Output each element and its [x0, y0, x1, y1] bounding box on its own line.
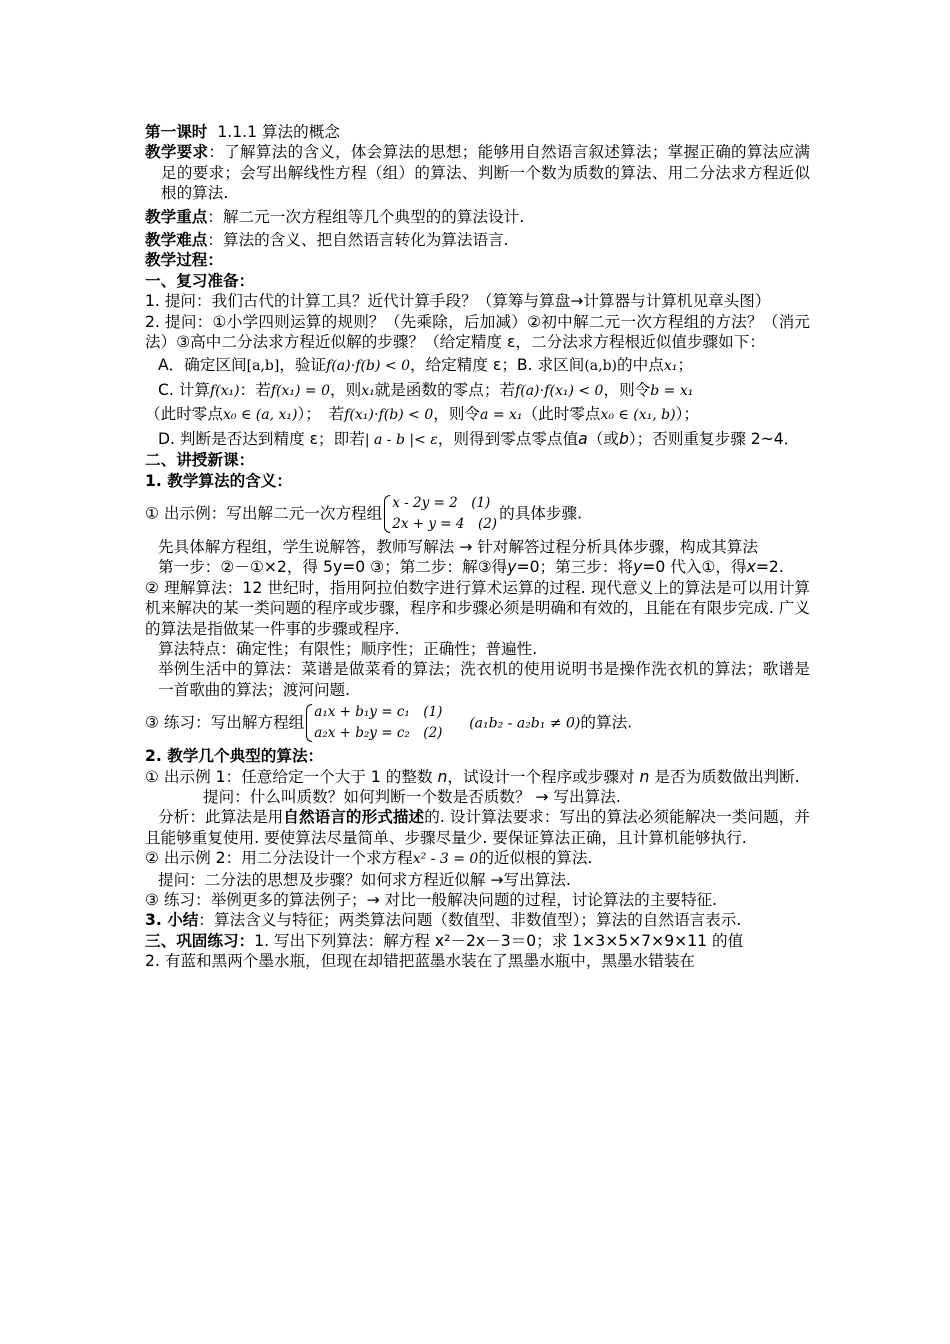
- example-bisection: [145, 848, 810, 869]
- example-text: 的近似根的算法.: [478, 849, 593, 868]
- step-c-text: ）； 若: [297, 405, 345, 424]
- example-text: 是否为质数做出判断.: [654, 767, 800, 786]
- example-text: ② 出示例 2：用二分法设计一个求方程: [145, 849, 413, 868]
- var-y: y: [507, 558, 517, 577]
- formula: a = x₁: [480, 407, 523, 424]
- step-a-text: ，验证: [279, 356, 327, 375]
- summary-label: 3. 小结: [145, 911, 199, 930]
- life-examples: 举例生活中的算法：菜谱是做菜肴的算法；洗衣机的使用说明书是操作洗衣机的算法；歌谱是一首歌曲的算法；渡河问题.: [158, 660, 810, 699]
- analysis-emphasis: 自然语言的形式描述: [283, 808, 425, 827]
- equation-2: 2x + y = 4 (2): [392, 515, 498, 532]
- step-a-text: 的中点: [617, 356, 664, 375]
- summary-text: ：算法含义与特征；两类算法问题（数值型、非数值型）；算法的自然语言表示.: [198, 911, 742, 930]
- formula: f(a)⋅f(x₁) < 0: [515, 382, 604, 399]
- var-b: b: [618, 429, 629, 448]
- steps-text: =0 代入①，得: [642, 558, 747, 577]
- difficulty-label: 教学难点: [145, 231, 208, 250]
- focus-text: ：解二元一次方程组等几个典型的的算法设计.: [207, 207, 525, 226]
- example-text: ，试设计一个程序或步骤对: [447, 767, 635, 786]
- step-c-text: ，则令: [603, 380, 651, 399]
- equation-formula: x² - 3 = 0: [412, 851, 479, 868]
- solve-steps: [145, 557, 810, 577]
- algorithm-meaning: ② 理解算法：12 世纪时，指用阿拉伯数字进行算术运算的过程. 现代意义上的算法是可以用计算机来解决的某一类问题的程序或步骤，程序和步骤必须是明确和有效的，且能在有限步完成. 广义的算法是指做某一件事的步骤或程序.: [145, 578, 810, 638]
- step-a-text: A．确定区间: [158, 356, 247, 375]
- interval-formula: [a,b]: [246, 358, 280, 375]
- step-c-text: ，则: [329, 380, 362, 399]
- example-text: ① 出示例：写出解二元一次方程组: [145, 504, 383, 523]
- formula: x₁: [361, 382, 375, 399]
- midpoint-formula: x₁: [663, 358, 678, 375]
- section-1-heading: [145, 271, 810, 291]
- bisection-step-a: [145, 355, 810, 376]
- step-d-text: ）；否则重复步骤 2~4．: [628, 429, 800, 448]
- formula: b = x₁: [650, 382, 694, 399]
- section-3-title: 三、巩固练习：: [145, 931, 255, 950]
- example-text: ① 出示例 1：任意给定一个大于 1 的整数: [145, 767, 433, 786]
- steps-text: =0；第三步：将: [516, 558, 634, 577]
- formula: x₀ ∈ (x₁, b): [600, 407, 676, 424]
- precision-formula: | a - b |< ε: [364, 431, 438, 448]
- analysis-paragraph: [145, 807, 810, 848]
- section-3: [145, 931, 810, 951]
- requirements-text: ：了解算法的含义，体会算法的思想；能够用自然语言叙述算法；掌握正确的算法应满足的要求；会写出解线性方程（组）的算法、判断一个数为质数的算法、用二分法求方程近似根的算法.: [161, 143, 810, 203]
- subsection-1-heading: [145, 471, 810, 491]
- var-y: y: [633, 558, 643, 577]
- step-c-text: （此时零点: [522, 405, 601, 424]
- step-c-text: C. 计算: [158, 380, 210, 399]
- subsection-2-title: 2. 教学几个典型的算法：: [145, 747, 324, 766]
- analysis-text: 的. 设计算法要求：写出的算法必须能解决一类问题，并且能够重复使用. 要使算法尽量简单、步骤尽量少. 要保证算法正确，且计算机能够执行.: [145, 808, 810, 847]
- subsection-2-heading: [145, 746, 810, 766]
- bisection-step-c-cont: [145, 404, 810, 425]
- steps-text: =2.: [755, 558, 784, 577]
- formula: x₀ ∈ (a, x₁): [222, 407, 298, 424]
- formula: f(x₁): [210, 382, 240, 399]
- step-c-text: （此时零点: [145, 405, 223, 424]
- step-d-text: D. 判断是否达到精度 ε；即若: [158, 429, 365, 448]
- prime-question: 提问：什么叫质数？如何判断一个数是否质数？ → 写出算法.: [203, 787, 621, 806]
- example-text: 的具体步骤.: [499, 504, 583, 523]
- review-question-2: 2. 提问：①小学四则运算的规则？（先乘除，后加减）②初中解二元一次方程组的方法？（消元法）③高中二分法求方程近似解的步骤？（给定精度 ε，二分法求方程根近似值步骤如下：: [145, 312, 810, 352]
- exercise-2: 2. 有蓝和黑两个墨水瓶，但现在却错把蓝墨水装在了黑墨水瓶中，黑墨水错装在: [145, 952, 696, 971]
- equation-system-1: [384, 493, 497, 535]
- var-a: a: [578, 429, 588, 448]
- steps-text: 第一步：②－①×2，得 5y=0 ③；第二步：解③得: [158, 558, 508, 577]
- example-equation-system: [145, 493, 810, 535]
- analysis-text: 分析：此算法是用: [158, 808, 284, 827]
- difficulty-text: ：算法的含义、把自然语言转化为算法语言.: [207, 231, 509, 250]
- equation-1: x - 2y = 2 (1): [392, 494, 491, 511]
- step-a-text: ；: [677, 356, 693, 375]
- exercise-equation-system: [145, 702, 810, 744]
- teaching-requirements: [145, 142, 810, 203]
- process-heading: [145, 250, 810, 270]
- equation-system-2: [306, 702, 442, 744]
- step-d-text: ，则得到零点零点值: [437, 429, 579, 448]
- document-page: [145, 122, 810, 972]
- teaching-difficulty: [145, 230, 810, 250]
- bisection-step-d: [145, 429, 810, 450]
- solve-explanation: 先具体解方程组，学生说解答，教师写解法 → 针对解答过程分析具体步骤，构成其算法: [158, 537, 758, 556]
- section-1-title: 一、复习准备：: [145, 271, 255, 290]
- bisection-step-c: [145, 380, 810, 401]
- exercise-text: 的算法.: [580, 713, 633, 732]
- step-d-text: （或: [587, 429, 619, 448]
- review-question-1: 1. 提问：我们古代的计算工具？近代计算手段？（算筹与算盘→计算器与计算机见章头图）: [145, 292, 771, 311]
- algorithm-features: 算法特点：确定性；有限性；顺序性；正确性；普遍性.: [158, 639, 538, 658]
- step-c-text: ，则令: [433, 405, 481, 424]
- requirements-label: 教学要求: [145, 143, 209, 162]
- example-prime: [145, 767, 810, 787]
- teaching-focus: [145, 207, 810, 227]
- var-x: x: [746, 558, 756, 577]
- var-n: n: [639, 767, 650, 786]
- step-a-text: ，给定精度 ε；B. 求区间: [409, 356, 585, 375]
- bisection-question: 提问：二分法的思想及步骤？如何求方程近似解 →写出算法.: [158, 870, 571, 889]
- step-c-text: ：若: [239, 380, 271, 399]
- step-c-text: ）；: [675, 405, 699, 424]
- var-n: n: [437, 767, 448, 786]
- summary: [145, 910, 810, 930]
- exercise-1: 1. 写出下列算法：解方程 x²－2x－3＝0；求 1×3×5×7×9×11 的值: [254, 931, 744, 950]
- lesson-title: [145, 122, 810, 142]
- interval-formula: (a,b): [584, 358, 618, 375]
- determinant-condition: (a₁b₂ - a₂b₁ ≠ 0): [469, 715, 581, 732]
- equation-2: a₂x + b₂y = c₂ (2): [314, 725, 443, 742]
- focus-label: 教学重点: [145, 207, 208, 226]
- section-2-heading: [145, 450, 810, 470]
- section-title: 1.1.1 算法的概念: [217, 123, 340, 141]
- section-2-title: 二、讲授新课：: [145, 451, 255, 470]
- equation-1: a₁x + b₁y = c₁ (1): [314, 704, 443, 721]
- formula: f(x₁)⋅f(b) < 0: [344, 407, 434, 424]
- subsection-1-title: 1. 教学算法的含义：: [145, 471, 292, 490]
- practice-more: ③ 练习：举例更多的算法例子；→ 对比一般解决问题的过程，讨论算法的主要特征.: [145, 891, 718, 909]
- step-c-text: 就是函数的零点；若: [374, 380, 516, 399]
- lesson-label: 第一课时: [145, 123, 208, 141]
- process-label: 教学过程：: [145, 251, 223, 270]
- sign-condition-formula: f(a)⋅f(b) < 0: [326, 358, 410, 375]
- exercise-text: ③ 练习：写出解方程组: [145, 713, 305, 732]
- formula: f(x₁) = 0: [270, 382, 330, 399]
